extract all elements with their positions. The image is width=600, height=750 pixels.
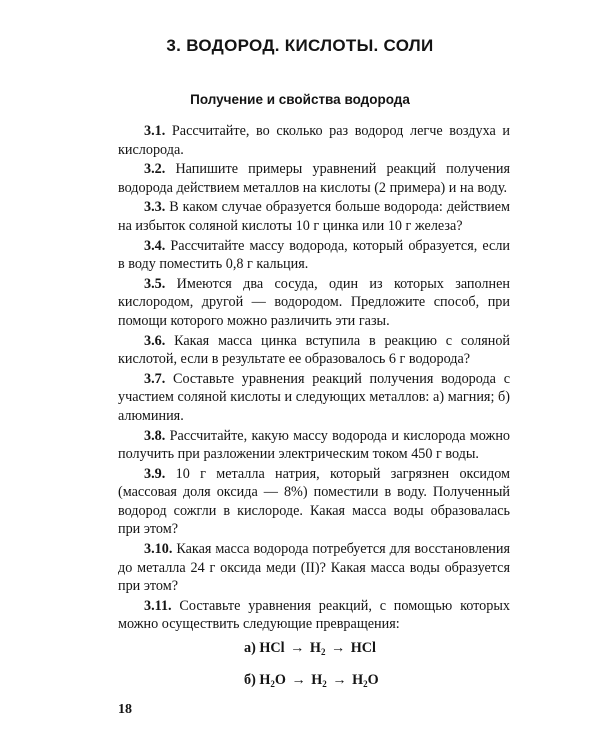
problem-text: Рассчитайте, какую массу водорода и кислорода можно получить при разложении электрическим током 450 г воды.: [118, 427, 511, 463]
problem-text: Имеются два сосуда, один из которых заполнен кислородом, другой — водородом. Предложите способ, при помощи которого можно различить эти газы.: [118, 275, 510, 329]
reaction-scheme-b: [244, 671, 444, 693]
arrow-icon: →: [291, 672, 306, 688]
problem-list: [118, 122, 510, 635]
problem-3-2: [118, 160, 510, 197]
problem-number: 3.1.: [144, 123, 166, 139]
problem-number: 3.8.: [144, 427, 166, 444]
problem-text: Рассчитайте массу водорода, который образуется, если в воду поместить 0,8 г кальция.: [118, 237, 510, 273]
problem-text: Какая масса цинка вступила в реакцию с соляной кислотой, если в результате ее образовалось 6 г водорода?: [118, 332, 510, 368]
arrow-icon: →: [330, 640, 346, 656]
chapter-title: 3. ВОДОРОД. КИСЛОТЫ. СОЛИ: [166, 36, 434, 55]
problem-number: 3.6.: [144, 332, 166, 349]
problem-number: 3.2.: [144, 161, 166, 178]
problem-number: 3.4.: [144, 237, 166, 254]
problem-text: 10 г металла натрия, который загрязнен оксидом (массовая доля оксида — 8%) поместили в воду. Полученный водород сожгли в кислороде. Какая масса воды образовалась при этом?: [118, 465, 511, 538]
formula: HCl: [350, 640, 376, 656]
problem-text: Составьте уравнения реакций, с помощью которых можно осуществить следующие превращения:: [118, 597, 510, 633]
page-number: 18: [118, 702, 132, 717]
section-title: Получение и свойства водорода: [190, 92, 410, 107]
problem-3-8: [118, 427, 510, 464]
problem-3-7: [118, 370, 510, 426]
problem-3-5: [118, 275, 510, 331]
formula: $H_2O$: [352, 672, 379, 689]
reaction-label: б): [244, 672, 256, 688]
formula: HCl: [259, 640, 285, 656]
problem-number: 3.11.: [144, 597, 172, 614]
problem-number: 3.5.: [144, 275, 166, 292]
problem-number: 3.9.: [144, 465, 166, 482]
problem-3-3: [118, 198, 510, 235]
problem-3-4: [118, 237, 510, 274]
formula: $H_2$: [311, 672, 327, 689]
problem-text: Рассчитайте, во сколько раз водород легче воздуха и кислорода.: [118, 123, 511, 158]
formula: $H_2$: [309, 640, 326, 657]
reaction-scheme-a: [244, 639, 444, 661]
problem-text: В каком случае образуется больше водорода: действием на избыток соляной кислоты 10 г цинка или 10 г железа?: [118, 199, 510, 234]
formula: $H_2O$: [259, 672, 286, 689]
problem-text: Какая масса водорода потребуется для восстановления до металла 24 г оксида меди (II)? Какая масса воды образуется при этом?: [118, 541, 511, 595]
problem-3-11: [118, 597, 510, 634]
problem-text: Составьте уравнения реакций получения водорода с участием соляной кислоты и следующих металлов: а) магния; б) алюминия.: [118, 370, 510, 424]
reaction-label: а): [244, 640, 256, 656]
arrow-icon: →: [332, 672, 347, 688]
problem-number: 3.7.: [144, 370, 166, 387]
arrow-icon: →: [290, 640, 305, 656]
problem-number: 3.10.: [144, 541, 173, 558]
problem-3-9: [118, 465, 510, 539]
problem-text: Напишите примеры уравнений реакций получения водорода действием металлов на кислоты (2 примера) и на воду.: [118, 161, 510, 196]
problem-number: 3.3.: [144, 199, 166, 216]
problem-3-10: [118, 540, 510, 596]
problem-3-6: [118, 332, 510, 369]
problem-3-1: [118, 122, 510, 159]
reaction-schemes: [244, 639, 444, 703]
